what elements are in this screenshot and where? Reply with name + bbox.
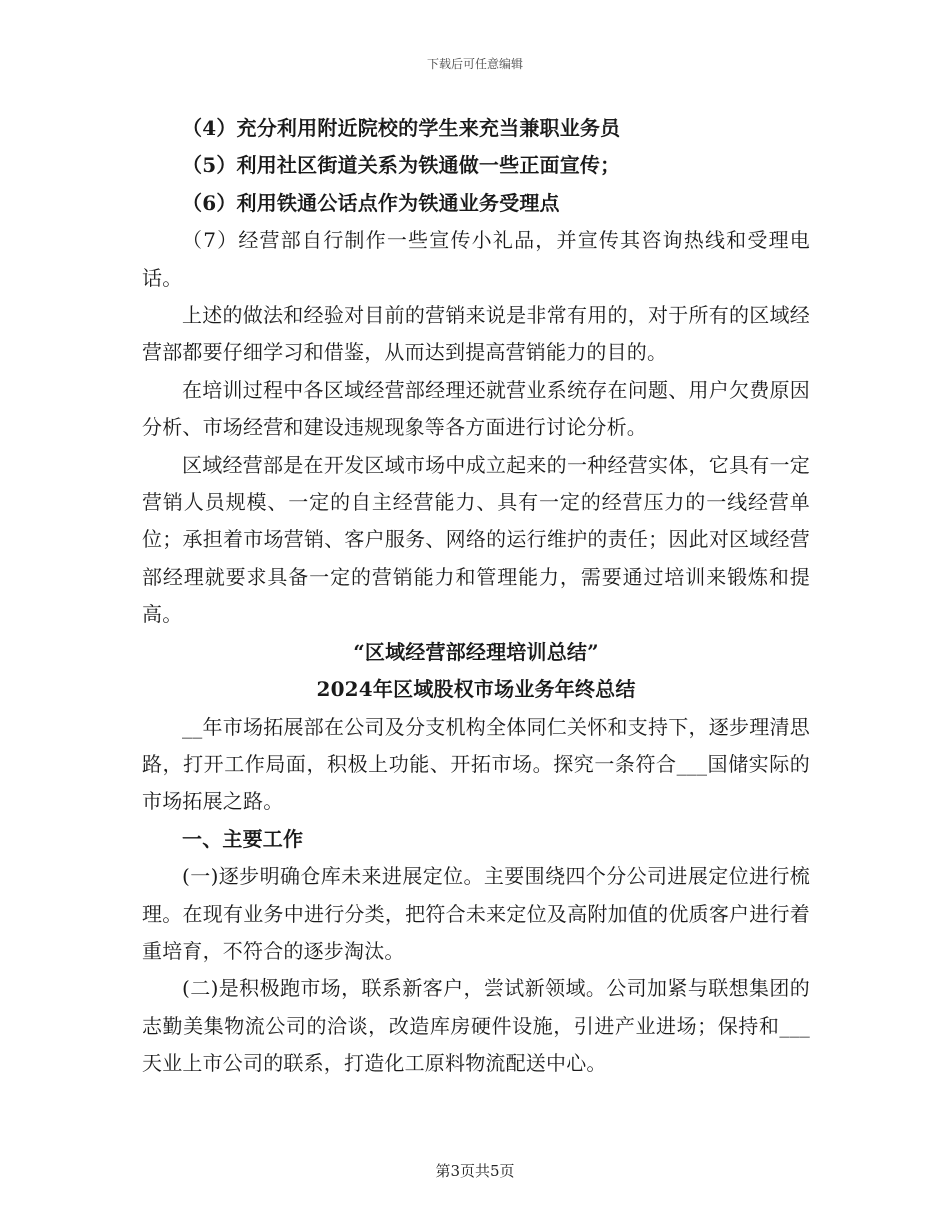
heading-main-work: 一、主要工作 [182,826,304,851]
page-number: 第3页共5页 [435,1162,515,1180]
paragraph-regional-department: 区域经营部是在开发区域市场中成立起来的一种经营实体，它具有一定营销人员规模、一定的自主经营能力、具有一定的经营压力的一线经营单位；承担着市场营销、客户服务、网络的运行维护的责任；因此对区域经营部经理就要求具备一定的营销能力和管理能力，需要通过培训来锻炼和提高。 [142,452,810,627]
document-body [142,110,810,1083]
paragraph-experience: 上述的做法和经验对目前的营销来说是非常有用的，对于所有的区域经营部都要仔细学习和借鉴，从而达到提高营销能力的目的。 [142,303,810,365]
section-title-training-summary: “区域经营部经理培训总结” [353,639,599,664]
paragraph-training-discussion: 在培训过程中各区域经营部经理还就营业系统存在问题、用户欠费原因分析、市场经营和建设违规现象等各方面进行讨论分析。 [142,377,810,440]
document-title: 2024年区域股权市场业务年终总结 [316,677,636,702]
list-item-6: （6）利用铁通公话点作为铁通业务受理点 [182,190,560,215]
paragraph-work-item-2: (二)是积极跑市场，联系新客户，尝试新领域。公司加紧与联想集团的志勤美集物流公司的洽谈，改造库房硬件设施，引进产业进场；保持和___天业上市公司的联系，打造化工原料物流配送中心。 [142,976,810,1076]
header-note: 下载后可任意编辑 [426,57,523,71]
paragraph-intro: __年市场拓展部在公司及分支机构全体同仁关怀和支持下，逐步理清思路，打开工作局面，积极上功能、开拓市场。探究一条符合___国储实际的市场拓展之路。 [142,714,810,814]
list-item-7: （7）经营部自行制作一些宣传小礼品，并宣传其咨询热线和受理电话。 [142,228,810,290]
paragraph-work-item-1: (一)逐步明确仓库未来进展定位。主要围绕四个分公司进展定位进行梳理。在现有业务中进行分类，把符合未来定位及高附加值的优质客户进行着重培育，不符合的逐步淘汰。 [142,864,810,963]
list-item-4: （4）充分利用附近院校的学生来充当兼职业务员 [182,116,621,140]
list-item-5: （5）利用社区街道关系为铁通做一些正面宣传； [182,153,621,178]
